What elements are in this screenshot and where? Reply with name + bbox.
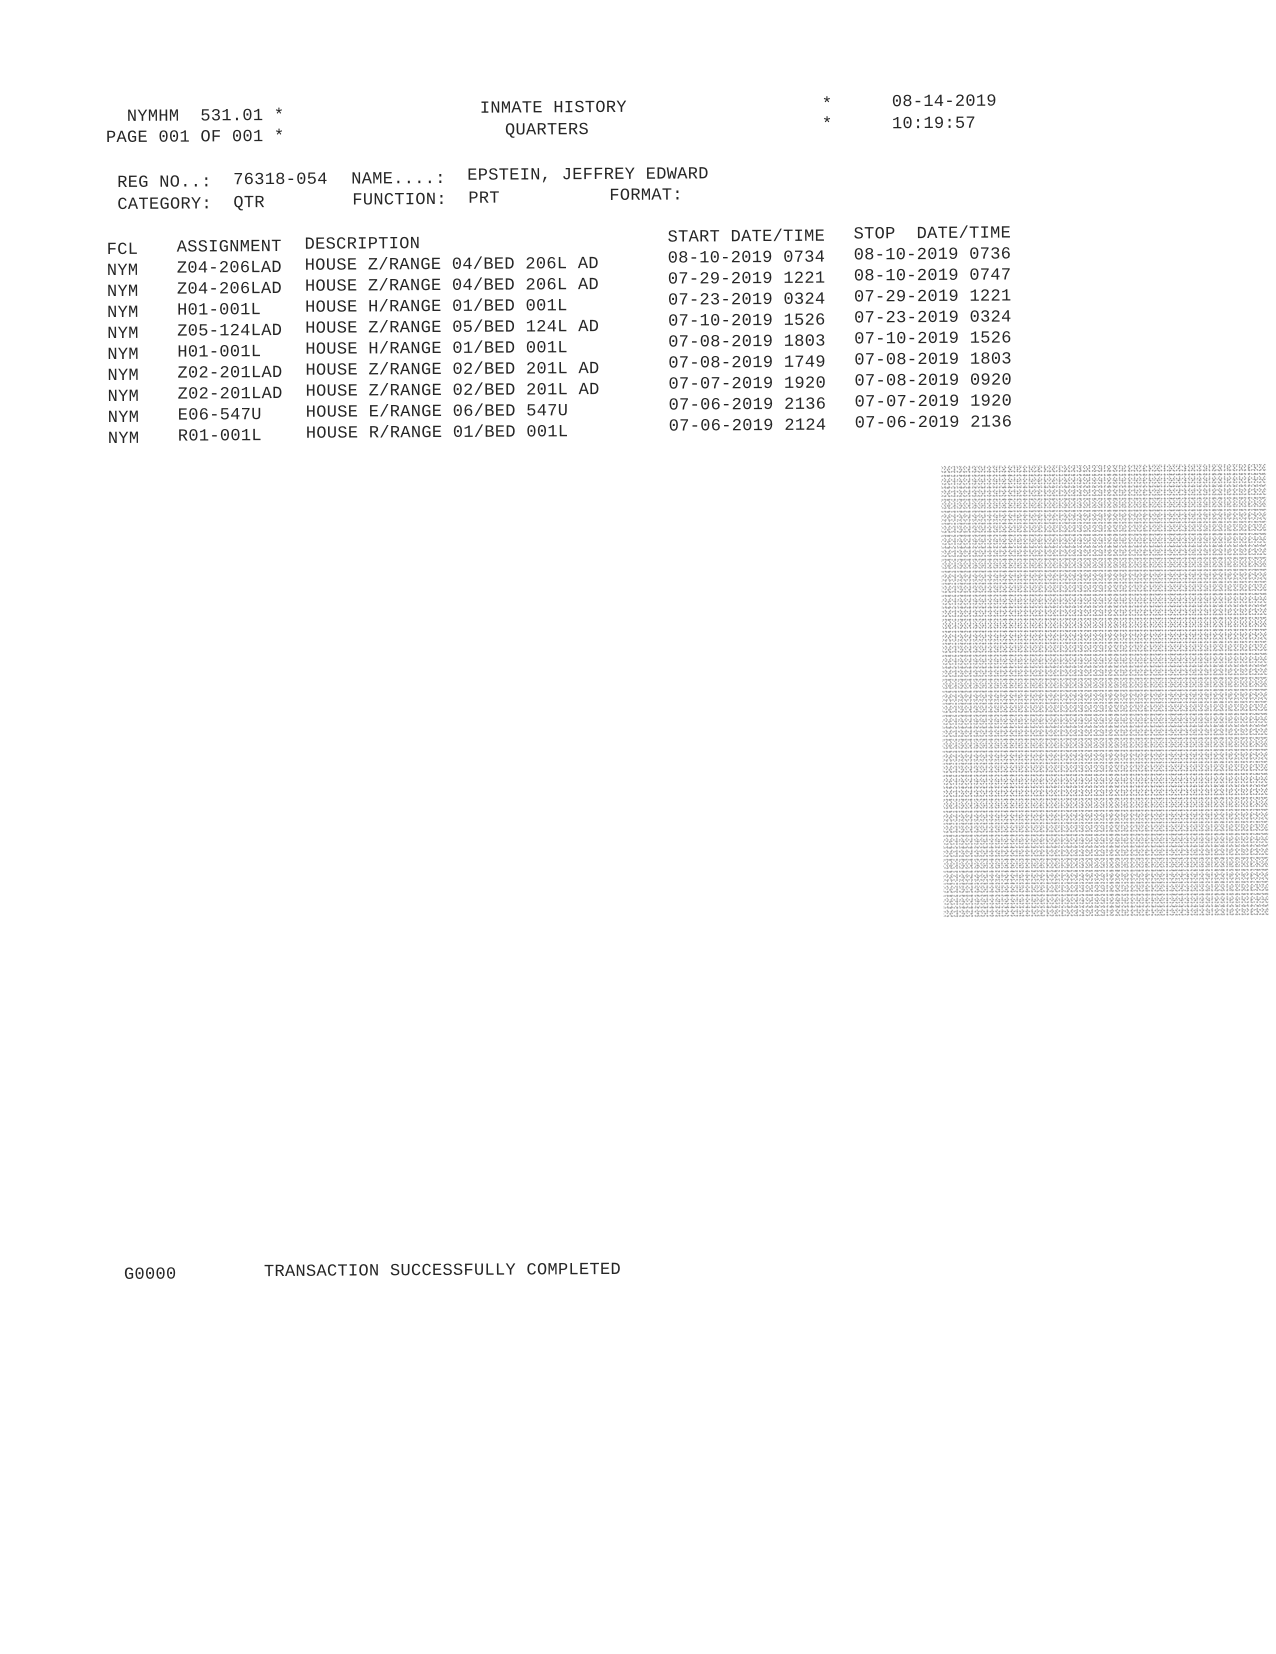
cell-assignment: Z05-124LAD bbox=[177, 321, 283, 342]
cell-fcl: NYM bbox=[107, 387, 140, 408]
col-assignment-header: ASSIGNMENT bbox=[176, 237, 282, 258]
name-value: EPSTEIN, JEFFREY EDWARD bbox=[467, 165, 709, 186]
cell-assignment: Z04-206LAD bbox=[176, 258, 282, 279]
cell-assignment: H01-001L bbox=[177, 343, 262, 363]
report-title: INMATE HISTORY bbox=[479, 98, 627, 119]
function-value: PRT bbox=[468, 189, 500, 209]
col-description-header: DESCRIPTION bbox=[304, 235, 421, 255]
cell-description: HOUSE Z/RANGE 02/BED 201L AD bbox=[305, 381, 600, 402]
cell-start: 07-07-2019 1920 bbox=[668, 374, 827, 395]
cell-start: 07-29-2019 1221 bbox=[667, 269, 826, 290]
header-star-1: * bbox=[821, 95, 833, 115]
report-subtitle: QUARTERS bbox=[504, 121, 590, 141]
cell-start: 07-08-2019 1803 bbox=[668, 332, 826, 353]
cell-stop: 07-10-2019 1526 bbox=[854, 329, 1012, 350]
reg-no-value: 76318-054 bbox=[233, 170, 328, 191]
cell-description: HOUSE H/RANGE 01/BED 001L bbox=[305, 339, 568, 360]
cell-fcl: NYM bbox=[107, 303, 139, 324]
name-label: NAME....: bbox=[351, 169, 446, 190]
status-message: TRANSACTION SUCCESSFULLY COMPLETED bbox=[263, 1260, 622, 1283]
cell-fcl: NYM bbox=[107, 324, 139, 345]
col-start-header: START DATE/TIME bbox=[667, 227, 826, 248]
cell-fcl: NYM bbox=[107, 345, 139, 366]
cell-description: HOUSE Z/RANGE 04/BED 206L AD bbox=[304, 276, 600, 297]
cell-start: 07-23-2019 0324 bbox=[667, 290, 826, 311]
cell-assignment: E06-547U bbox=[177, 406, 262, 426]
status-code: G0000 bbox=[123, 1265, 177, 1285]
cell-assignment: H01-001L bbox=[177, 301, 262, 321]
cell-start: 07-08-2019 1749 bbox=[668, 353, 826, 374]
cell-fcl: NYM bbox=[107, 366, 140, 387]
function-label: FUNCTION: bbox=[352, 190, 447, 211]
cell-stop: 07-07-2019 1920 bbox=[854, 392, 1013, 413]
cell-description: HOUSE H/RANGE 01/BED 001L bbox=[304, 297, 568, 318]
page-info: PAGE 001 OF 001 * bbox=[105, 127, 285, 149]
category-value: QTR bbox=[233, 194, 265, 214]
cell-stop: 07-23-2019 0324 bbox=[854, 308, 1012, 329]
cell-stop: 07-06-2019 2136 bbox=[854, 413, 1013, 434]
cell-fcl: NYM bbox=[106, 282, 139, 303]
cell-description: HOUSE R/RANGE 01/BED 001L bbox=[305, 423, 569, 444]
cell-stop: 07-08-2019 1803 bbox=[854, 350, 1012, 371]
cell-assignment: Z04-206LAD bbox=[176, 279, 283, 300]
cell-assignment: Z02-201LAD bbox=[177, 384, 283, 405]
cell-description: HOUSE Z/RANGE 04/BED 206L AD bbox=[304, 255, 599, 276]
category-label: CATEGORY: bbox=[117, 195, 212, 215]
cell-stop: 08-10-2019 0736 bbox=[853, 245, 1012, 266]
cell-fcl: NYM bbox=[106, 261, 139, 282]
cell-start: 07-06-2019 2124 bbox=[668, 416, 827, 437]
cell-start: 08-10-2019 0734 bbox=[667, 248, 826, 269]
cell-start: 07-10-2019 1526 bbox=[668, 311, 826, 332]
cell-fcl: NYM bbox=[107, 408, 140, 429]
report-time: 10:19:57 bbox=[891, 114, 977, 135]
redacted-speckle-area bbox=[941, 464, 1269, 918]
col-fcl-header: FCL bbox=[106, 240, 139, 261]
system-id: NYMHM 531.01 * bbox=[126, 106, 285, 127]
cell-start: 07-06-2019 2136 bbox=[668, 395, 827, 416]
format-label: FORMAT: bbox=[609, 186, 683, 206]
col-stop-header: STOP DATE/TIME bbox=[853, 224, 1012, 245]
cell-description: HOUSE E/RANGE 06/BED 547U bbox=[305, 402, 569, 423]
report-date: 08-14-2019 bbox=[891, 92, 997, 113]
cell-stop: 07-29-2019 1221 bbox=[853, 287, 1012, 308]
cell-assignment: R01-001L bbox=[177, 427, 262, 447]
cell-assignment: Z02-201LAD bbox=[177, 363, 283, 384]
cell-stop: 08-10-2019 0747 bbox=[853, 266, 1012, 287]
cell-stop: 07-08-2019 0920 bbox=[854, 371, 1013, 392]
cell-description: HOUSE Z/RANGE 05/BED 124L AD bbox=[305, 318, 600, 339]
cell-description: HOUSE Z/RANGE 02/BED 201L AD bbox=[305, 360, 600, 381]
cell-fcl: NYM bbox=[107, 429, 140, 450]
reg-no-label: REG NO..: bbox=[117, 173, 212, 193]
header-star-2: * bbox=[821, 115, 833, 135]
